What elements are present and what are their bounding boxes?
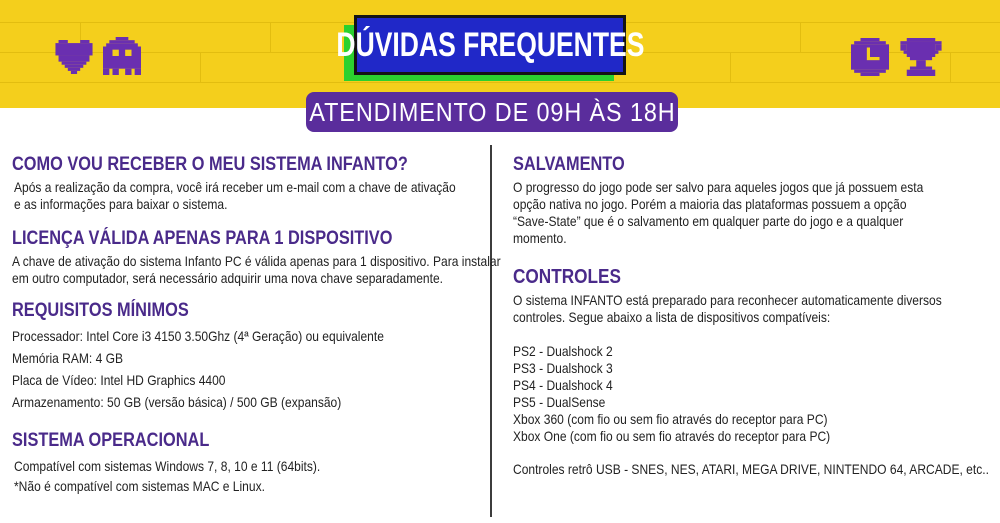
section-text-line: Processador: Intel Core i3 4150 3.50Ghz (4ª Geração) ou equivalente xyxy=(12,328,384,344)
faq-section-saving xyxy=(513,154,990,247)
section-text-line: O progresso do jogo pode ser salvo para aqueles jogos que já possuem esta xyxy=(513,179,924,195)
list-item: PS4 - Dualshock 4 xyxy=(513,377,613,393)
faq-section-os xyxy=(12,430,370,496)
section-text-line: Após a realização da compra, você irá receber um e-mail com a chave de ativação xyxy=(14,179,456,195)
hours-banner xyxy=(306,92,678,132)
list-item: PS2 - Dualshock 2 xyxy=(513,343,613,359)
section-text-line: e as informações para baixar o sistema. xyxy=(14,196,228,212)
section-text-line: Armazenamento: 50 GB (versão básica) / 500 GB (expansão) xyxy=(12,394,342,410)
section-title: CONTROLES xyxy=(513,266,621,288)
ghost-icon xyxy=(103,37,141,75)
section-title: SISTEMA OPERACIONAL xyxy=(12,430,210,451)
controller-list xyxy=(513,343,1000,445)
section-text-line: O sistema INFANTO está preparado para reconhecer automaticamente diversos xyxy=(513,292,942,308)
section-text-line: Memória RAM: 4 GB xyxy=(12,350,124,366)
trophy-icon xyxy=(900,38,942,76)
section-title: REQUISITOS MÍNIMOS xyxy=(12,300,189,321)
section-text-line: A chave de ativação do sistema Infanto PC é válida apenas para 1 dispositivo. Para instalar xyxy=(12,253,501,269)
clock-icon xyxy=(851,38,889,76)
list-item: Xbox One (com fio ou sem fio através do receptor para PC) xyxy=(513,428,831,444)
retro-controllers-text: Controles retrô USB - SNES, NES, ATARI, MEGA DRIVE, NINTENDO 64, ARCADE, etc.. xyxy=(513,461,989,477)
hours-text: ATENDIMENTO DE 09H ÀS 18H xyxy=(308,96,676,127)
faq-section-license xyxy=(12,228,580,287)
heart-icon xyxy=(55,40,93,74)
section-text-line: *Não é compatível com sistemas MAC e Linux. xyxy=(14,478,265,494)
section-text-line: controles. Segue abaixo a lista de dispositivos compatíveis: xyxy=(513,309,831,325)
list-item: PS3 - Dualshock 3 xyxy=(513,360,613,376)
section-text-line: momento. xyxy=(513,230,567,246)
section-title: COMO VOU RECEBER O MEU SISTEMA INFANTO? xyxy=(12,154,408,175)
section-title: LICENÇA VÁLIDA APENAS PARA 1 DISPOSITIVO xyxy=(12,228,393,249)
faq-section-requirements xyxy=(12,300,444,413)
page-title: DÚVIDAS FREQUENTES xyxy=(336,25,644,64)
list-item: Xbox 360 (com fio ou sem fio através do receptor para PC) xyxy=(513,411,828,427)
faq-section-controllers xyxy=(513,266,1000,478)
section-title: SALVAMENTO xyxy=(513,154,625,175)
section-text-line: Placa de Vídeo: Intel HD Graphics 4400 xyxy=(12,372,226,388)
section-text-line: opção nativa no jogo. Porém a maioria das plataformas possuem a opção xyxy=(513,196,907,212)
title-box xyxy=(336,15,644,75)
section-text-line: em outro computador, será necessário adquirir uma nova chave separadamente. xyxy=(12,270,444,286)
title-badge xyxy=(336,15,644,81)
list-item: PS5 - DualSense xyxy=(513,394,606,410)
section-text-line: “Save-State” que é o salvamento em qualquer parte do jogo e a qualquer xyxy=(513,213,904,229)
faq-section-delivery xyxy=(12,154,528,213)
section-text-line: Compatível com sistemas Windows 7, 8, 10 e 11 (64bits). xyxy=(14,458,321,474)
